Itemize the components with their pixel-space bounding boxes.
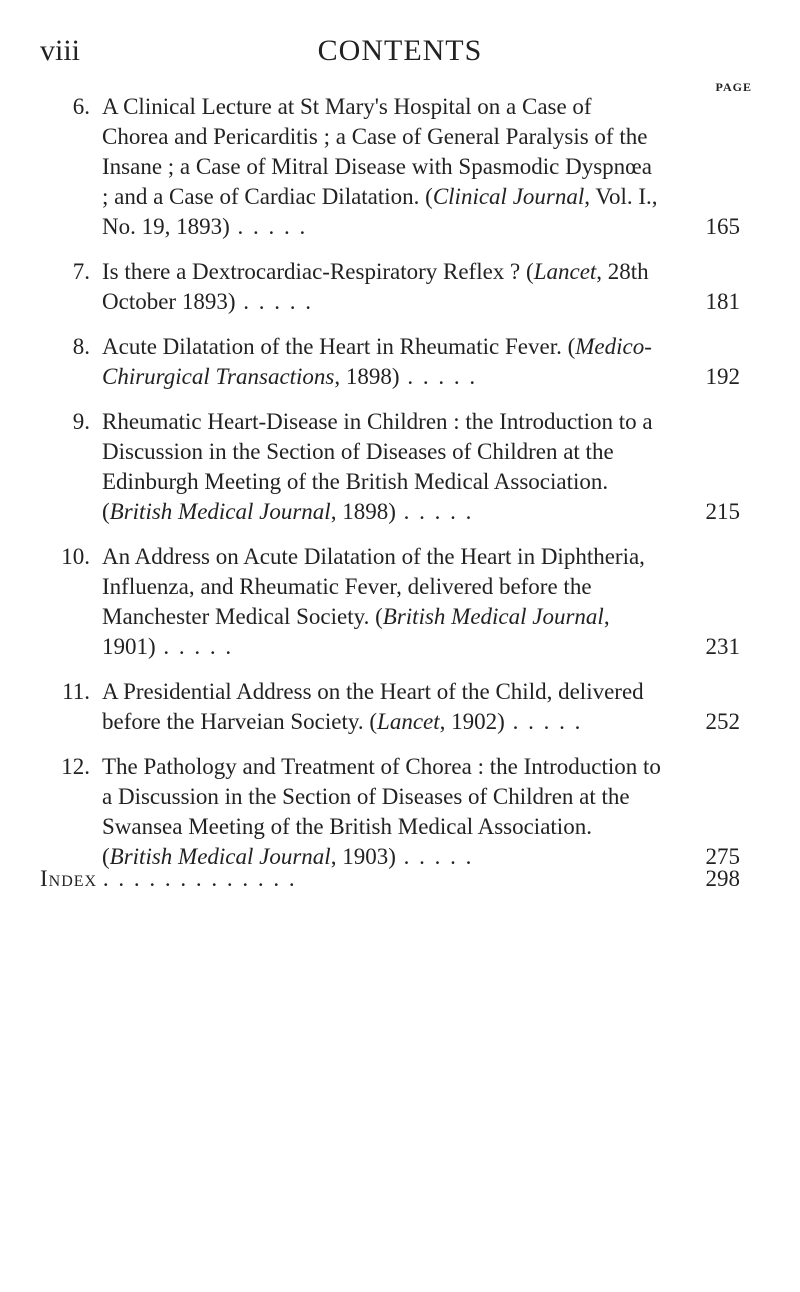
entry-title (102, 752, 662, 872)
entry-title (102, 677, 662, 737)
dot-leaders: . . . . . (504, 709, 583, 734)
dot-leaders: . . . . . (229, 214, 308, 239)
page-column-label: PAGE (715, 80, 752, 94)
toc-entry[interactable] (40, 407, 740, 527)
entry-number: 8. (72, 334, 90, 359)
toc-entry[interactable] (40, 677, 740, 737)
entry-citation: , 1898) (330, 499, 396, 524)
entry-number: 12. (61, 754, 90, 779)
entry-number: 11. (62, 679, 90, 704)
entry-page-number: 231 (705, 634, 740, 659)
dot-leaders: . . . . . (155, 634, 234, 659)
running-title: CONTENTS (317, 34, 483, 67)
entry-citation: , 1903) (330, 844, 396, 869)
entry-page-number: 275 (705, 844, 740, 869)
contents-list (40, 92, 740, 887)
entry-page-number: 192 (705, 364, 740, 389)
entry-number: 7. (72, 259, 90, 284)
index-page-number: 298 (705, 866, 740, 891)
dot-leaders: . . . . . (395, 844, 474, 869)
entry-title (102, 407, 662, 527)
entry-page-number: 181 (705, 289, 740, 314)
page-header (40, 34, 760, 74)
entry-text: Is there a Dextrocardiac-Respiratory Reflex ? ( (102, 259, 534, 284)
dot-leaders: . . . . . (395, 499, 474, 524)
entry-source: Medico-Chirurgical Transactions (102, 334, 652, 389)
toc-entry[interactable] (40, 257, 740, 317)
entry-source: Clinical Journal (432, 184, 585, 209)
entry-source: Lancet (533, 259, 597, 284)
entry-source: British Medical Journal (109, 499, 331, 524)
entry-text: Rheumatic Heart-Disease in Children : the Introduction to a Discussion in the Section of Diseases of Children at the Edinburgh Meeting of the British Medical Association. ( (102, 409, 653, 524)
entry-citation: , 28th October 1893) (102, 259, 649, 314)
entry-source: British Medical Journal (109, 844, 331, 869)
index-label: Index (40, 866, 98, 891)
entry-title (102, 92, 662, 242)
entry-page-number: 215 (705, 499, 740, 524)
toc-entry[interactable] (40, 92, 740, 242)
entry-number: 6. (72, 94, 90, 119)
entry-citation: , 1902) (439, 709, 505, 734)
entry-title (102, 542, 662, 662)
entry-page-number: 252 (705, 709, 740, 734)
entry-source: Lancet (377, 709, 440, 734)
entry-page-number: 165 (705, 214, 740, 239)
entry-number: 10. (61, 544, 90, 569)
toc-entry[interactable] (40, 752, 740, 872)
toc-entry[interactable] (40, 542, 740, 662)
entry-source: British Medical Journal (382, 604, 604, 629)
page-folio: viii (40, 34, 81, 67)
dot-leaders: . . . . . (235, 289, 313, 314)
entry-title (102, 332, 662, 392)
entry-text: The Pathology and Treatment of Chorea : the Introduction to a Discussion in the Section of Diseases of Children at the Swansea Meeting of the British Medical Association. ( (102, 754, 661, 869)
entry-text: An Address on Acute Dilatation of the Heart in Diphtheria, Influenza, and Rheumatic Fever, delivered before the Manchester Medical Society. ( (102, 544, 645, 629)
entry-text: A Presidential Address on the Heart of the Child, delivered before the Harveian Society. ( (102, 679, 644, 734)
entry-number: 9. (72, 409, 90, 434)
entry-citation: , 1898) (334, 364, 400, 389)
entry-text: A Clinical Lecture at St Mary's Hospital on a Case of Chorea and Pericarditis ; a Case of General Paralysis of the Insane ; a Case of Mitral Disease with Spasmodic Dyspnœa ; and a Case of Cardiac Dilatation. ( (102, 94, 652, 209)
dot-leaders: . . . . . (399, 364, 478, 389)
dot-leaders: . . . . . . . . . . . . . (102, 866, 297, 891)
entry-citation: , 1901) (102, 604, 610, 659)
entry-title (102, 257, 662, 317)
entry-text: Acute Dilatation of the Heart in Rheumatic Fever. ( (102, 334, 576, 359)
index-entry[interactable] (40, 864, 740, 894)
toc-entry[interactable] (40, 332, 740, 392)
entry-citation: , Vol. I., No. 19, 1893) (102, 184, 658, 239)
